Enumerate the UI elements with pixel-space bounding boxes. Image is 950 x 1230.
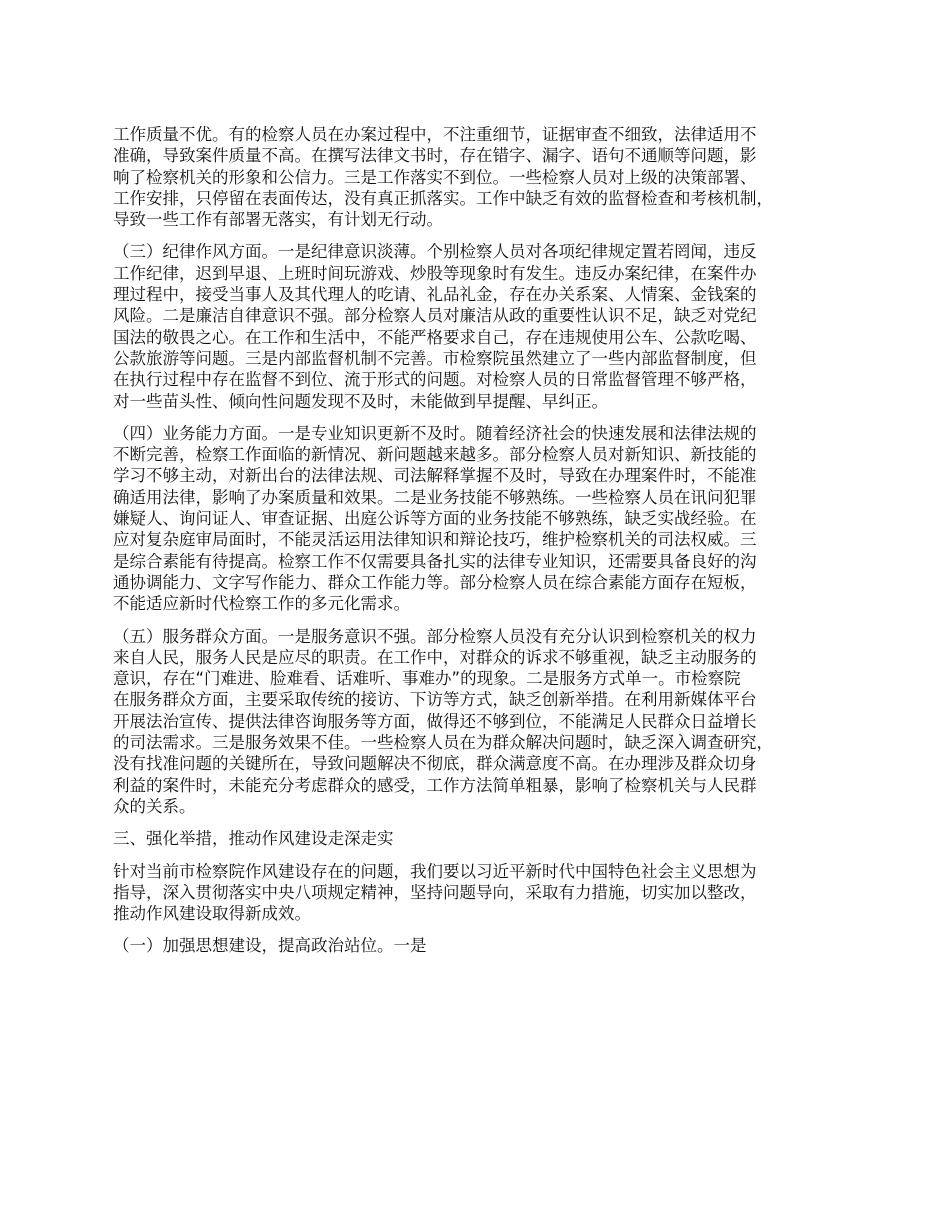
section-heading: [113, 828, 865, 849]
text-line: 指导，深入贯彻落实中央八项规定精神，坚持问题导向，采取有力措施，切实加以整改，: [113, 882, 757, 902]
text-line: 理过程中，接受当事人及其代理人的吃请、礼品礼金，存在办关系案、人情案、金钱案的: [113, 285, 757, 305]
text-line: 公款旅游等问题。三是内部监督机制不完善。市检察院虽然建立了一些内部监督制度，但: [113, 348, 757, 368]
text-line: 在服务群众方面，主要采取传统的接访、下访等方式，缺乏创新举措。在利用新媒体平台: [113, 690, 757, 710]
text-line: 准确，导致案件质量不高。在撰写法律文书时，存在错字、漏字、语句不通顺等问题，影: [113, 146, 757, 166]
text-line: 对一些苗头性、倾向性问题发现不及时，未能做到早提醒、早纠正。: [113, 391, 608, 411]
paragraph-discipline-style: [113, 241, 865, 411]
text-line: 利益的案件时，未能充分考虑群众的感受，工作方法简单粗暴，影响了检察机关与人民群: [113, 775, 757, 795]
paragraph-intro-measures: [113, 861, 865, 925]
paragraph-work-quality: [113, 124, 865, 230]
text-line: 风险。二是廉洁自律意识不强。部分检察人员对廉洁从政的重要性认识不足，缺乏对党纪: [113, 306, 757, 326]
text-line: 通协调能力、文字写作能力、群众工作能力等。部分检察人员在综合素能方面存在短板，: [113, 572, 757, 592]
text-line: 针对当前市检察院作风建设存在的问题，我们要以习近平新时代中国特色社会主义思想为: [113, 861, 757, 881]
text-line: 确适用法律，影响了办案质量和效果。二是业务技能不够熟练。一些检察人员在讯问犯罪: [113, 487, 757, 507]
text-line: 应对复杂庭审局面时，不能灵活运用法律知识和辩论技巧，维护检察机关的司法权威。三: [113, 530, 757, 550]
text-line: 国法的敬畏之心。在工作和生活中，不能严格要求自己，存在违规使用公车、公款吃喝、: [113, 327, 757, 347]
text-line: 在执行过程中存在监督不到位、流于形式的问题。对检察人员的日常监督管理不够严格，: [113, 370, 757, 390]
document-page: [113, 124, 865, 968]
text-line: 工作安排，只停留在表面传达，没有真正抓落实。工作中缺乏有效的监督检查和考核机制，: [113, 188, 773, 208]
paragraph-ideological-building: [113, 935, 865, 956]
text-line: 工作纪律，迟到早退、上班时间玩游戏、炒股等现象时有发生。违反办案纪律，在案件办: [113, 263, 757, 283]
text-line: 意识，存在“门难进、脸难看、话难听、事难办”的现象。二是服务方式单一。市检察院: [113, 669, 741, 689]
text-line: 不断完善，检察工作面临的新情况、新问题越来越多。部分检察人员对新知识、新技能的: [113, 445, 757, 465]
text-line: （四）业务能力方面。一是专业知识更新不及时。随着经济社会的快速发展和法律法规的: [113, 423, 757, 443]
text-line: 响了检察机关的形象和公信力。三是工作落实不到位。一些检察人员对上级的决策部署、: [113, 167, 757, 187]
section-heading-text: 三、强化举措，推动作风建设走深走实: [113, 829, 394, 849]
text-line: 推动作风建设取得新成效。: [113, 904, 311, 924]
text-line: 不能适应新时代检察工作的多元化需求。: [113, 594, 410, 614]
text-line: 学习不够主动，对新出台的法律法规、司法解释掌握不及时，导致在办理案件时，不能准: [113, 466, 757, 486]
text-line: 的司法需求。三是服务效果不佳。一些检察人员在为群众解决问题时，缺乏深入调查研究，: [113, 733, 773, 753]
text-line: （一）加强思想建设，提高政治站位。一是: [113, 936, 427, 956]
text-line: 工作质量不优。有的检察人员在办案过程中，不注重细节，证据审查不细致，法律适用不: [113, 125, 757, 144]
text-line: 来自人民，服务人民是应尽的职责。在工作中，对群众的诉求不够重视，缺乏主动服务的: [113, 647, 757, 667]
text-line: 众的关系。: [113, 796, 196, 816]
text-line: （五）服务群众方面。一是服务意识不强。部分检察人员没有充分认识到检察机关的权力: [113, 626, 757, 646]
text-line: 是综合素能有待提高。检察工作不仅需要具备扎实的法律专业知识，还需要具备良好的沟: [113, 551, 757, 571]
text-line: （三）纪律作风方面。一是纪律意识淡薄。个别检察人员对各项纪律规定置若罔闻，违反: [113, 242, 757, 262]
text-line: 没有找准问题的关键所在，导致问题解决不彻底，群众满意度不高。在办理涉及群众切身: [113, 754, 757, 774]
text-line: 开展法治宣传、提供法律咨询服务等方面，做得还不够到位，不能满足人民群众日益增长: [113, 711, 757, 731]
paragraph-professional-ability: [113, 423, 865, 615]
text-line: 导致一些工作有部署无落实，有计划无行动。: [113, 210, 443, 230]
paragraph-serving-public: [113, 626, 865, 818]
text-line: 嫌疑人、询问证人、审查证据、出庭公诉等方面的业务技能不够熟练，缺乏实战经验。在: [113, 509, 757, 529]
